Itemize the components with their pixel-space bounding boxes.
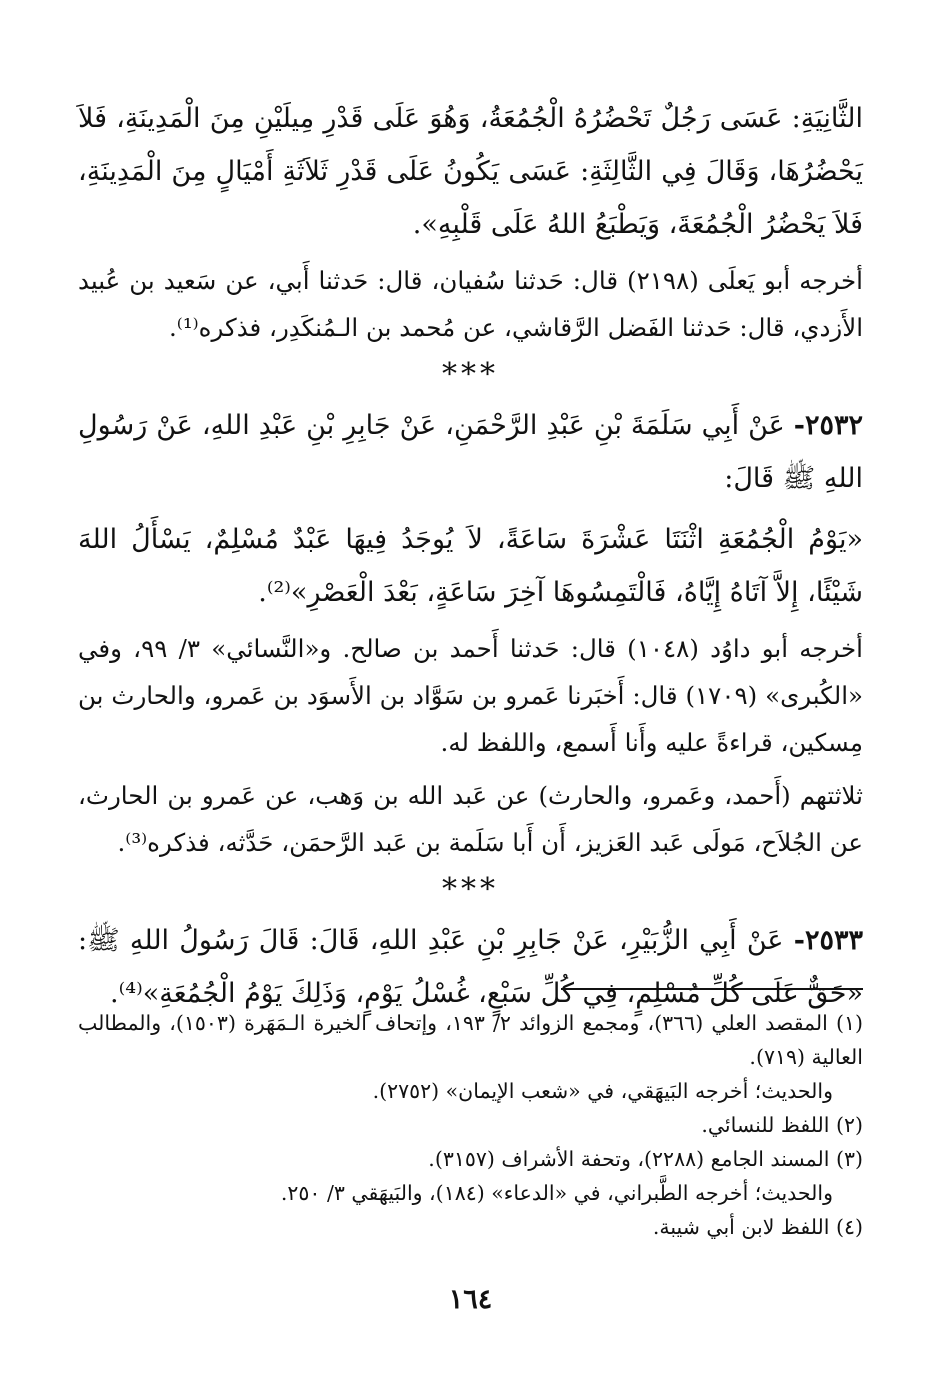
hadith-2533 <box>78 914 863 1020</box>
section-separator: *** <box>442 872 499 907</box>
hadith-number: ٢٥٣٢- <box>793 410 863 441</box>
takhrij-paragraph: ثلاثتهم (أَحمد، وعَمرو، والحارث) عن عَبد الله بن وَهب، عن عَمرو بن الحارث، عن الجُلاَح، مَولَى عَبد العَزيز، أَن أَبا سَلَمة بن عَبد الرَّحمَن، حَدَّثه، فذكره⁽³⁾. <box>78 781 863 857</box>
hadith-isnad-text: عَنْ أَبِي سَلَمَةَ بْنِ عَبْدِ الرَّحْمَنِ، عَنْ جَابِرِ بْنِ عَبْدِ اللهِ، عَنْ رَسُولِ اللهِ ﷺ قَالَ: <box>78 410 863 494</box>
hadith-2532-isnad <box>78 399 863 505</box>
footnotes <box>78 1006 863 1244</box>
footnote: (٣) المسند الجامع (٢٢٨٨)، وتحفة الأشراف (٣١٥٧). <box>428 1147 863 1171</box>
footnote: والحديث؛ أخرجه البَيهَقي، في «شعب الإيمان» (٢٧٥٢). <box>372 1079 833 1103</box>
takhrij-paragraph: أخرجه أبو داوُد (١٠٤٨) قال: حَدثنا أَحمد بن صالح. و«النَّسائي» ٣/ ٩٩، وفي «الكُبرى» (١٧٠٩) قال: أَخبَرنا عَمرو بن سَوَّاد بن الأَسوَد بن عَمرو، والحارث بن مِسكين، قراءةً عليه وأَنا أَسمع، واللفظ له. <box>78 634 863 757</box>
footnote: (٤) اللفظ لابن أبي شيبة. <box>652 1215 863 1239</box>
section-separator: *** <box>442 357 499 392</box>
footnote: (٢) اللفظ للنسائي. <box>701 1113 863 1137</box>
hadith-2532-matn: «يَوْمُ الْجُمُعَةِ اثْنَتَا عَشْرَةَ سَاعَةً، لاَ يُوجَدُ فِيهَا عَبْدٌ مُسْلِمٌ، يَسْأَلُ اللهَ شَيْئًا، إِلاَّ آتَاهُ إِيَّاهُ، فَالْتَمِسُوهَا آخِرَ سَاعَةٍ، بَعْدَ الْعَصْرِ»⁽²⁾. <box>78 524 863 608</box>
footnote: (١) المقصد العلي (٣٦٦)، ومجمع الزوائد ٢/ ١٩٣، وإتحاف الخيرة الـمَهَرة (١٥٠٣)، والمطالب العالية (٧١٩). <box>78 1011 863 1069</box>
takhrij-paragraph: أخرجه أبو يَعلَى (٢١٩٨) قال: حَدثنا سُفيان، قال: حَدثنا أَبي، عن سَعيد بن عُبيد الأَزدي، قال: حَدثنا الفَضل الرَّقاشي، عن مُحمد بن الـمُنكَدِر، فذكره⁽¹⁾. <box>78 266 863 342</box>
main-text <box>78 92 863 1020</box>
footnote: والحديث؛ أخرجه الطَّبراني، في «الدعاء» (١٨٤)، والبَيهَقي ٣/ ٢٥٠. <box>280 1181 833 1205</box>
footnote-rule <box>561 988 863 990</box>
page-number: ١٦٤ <box>448 1284 493 1315</box>
hadith-number: ٢٥٣٣- <box>793 925 863 956</box>
hadith-text: عَنْ أَبِي الزُّبَيْرِ، عَنْ جَابِرِ بْنِ عَبْدِ اللهِ، قَالَ: قَالَ رَسُولُ اللهِ ﷺ: «حَقٌّ عَلَى كُلِّ مُسْلِمٍ، فِي كُلِّ سَبْعٍ، غُسْلُ يَوْمٍ، وَذَلِكَ يَوْمُ الْجُمُعَةِ»⁽⁴⁾. <box>78 925 863 1009</box>
hadith-continuation: الثَّانِيَةِ: عَسَى رَجُلٌ تَحْضُرُهُ الْجُمُعَةُ، وَهُوَ عَلَى قَدْرِ مِيلَيْنِ مِنَ الْمَدِينَةِ، فَلاَ يَحْضُرُهَا، وَقَالَ فِي الثَّالِثَةِ: عَسَى يَكُونُ عَلَى قَدْرِ ثَلاَثَةِ أَمْيَالٍ مِنَ الْمَدِينَةِ، فَلاَ يَحْضُرُ الْجُمُعَةَ، وَيَطْبَعُ اللهُ عَلَى قَلْبِهِ». <box>78 103 863 240</box>
